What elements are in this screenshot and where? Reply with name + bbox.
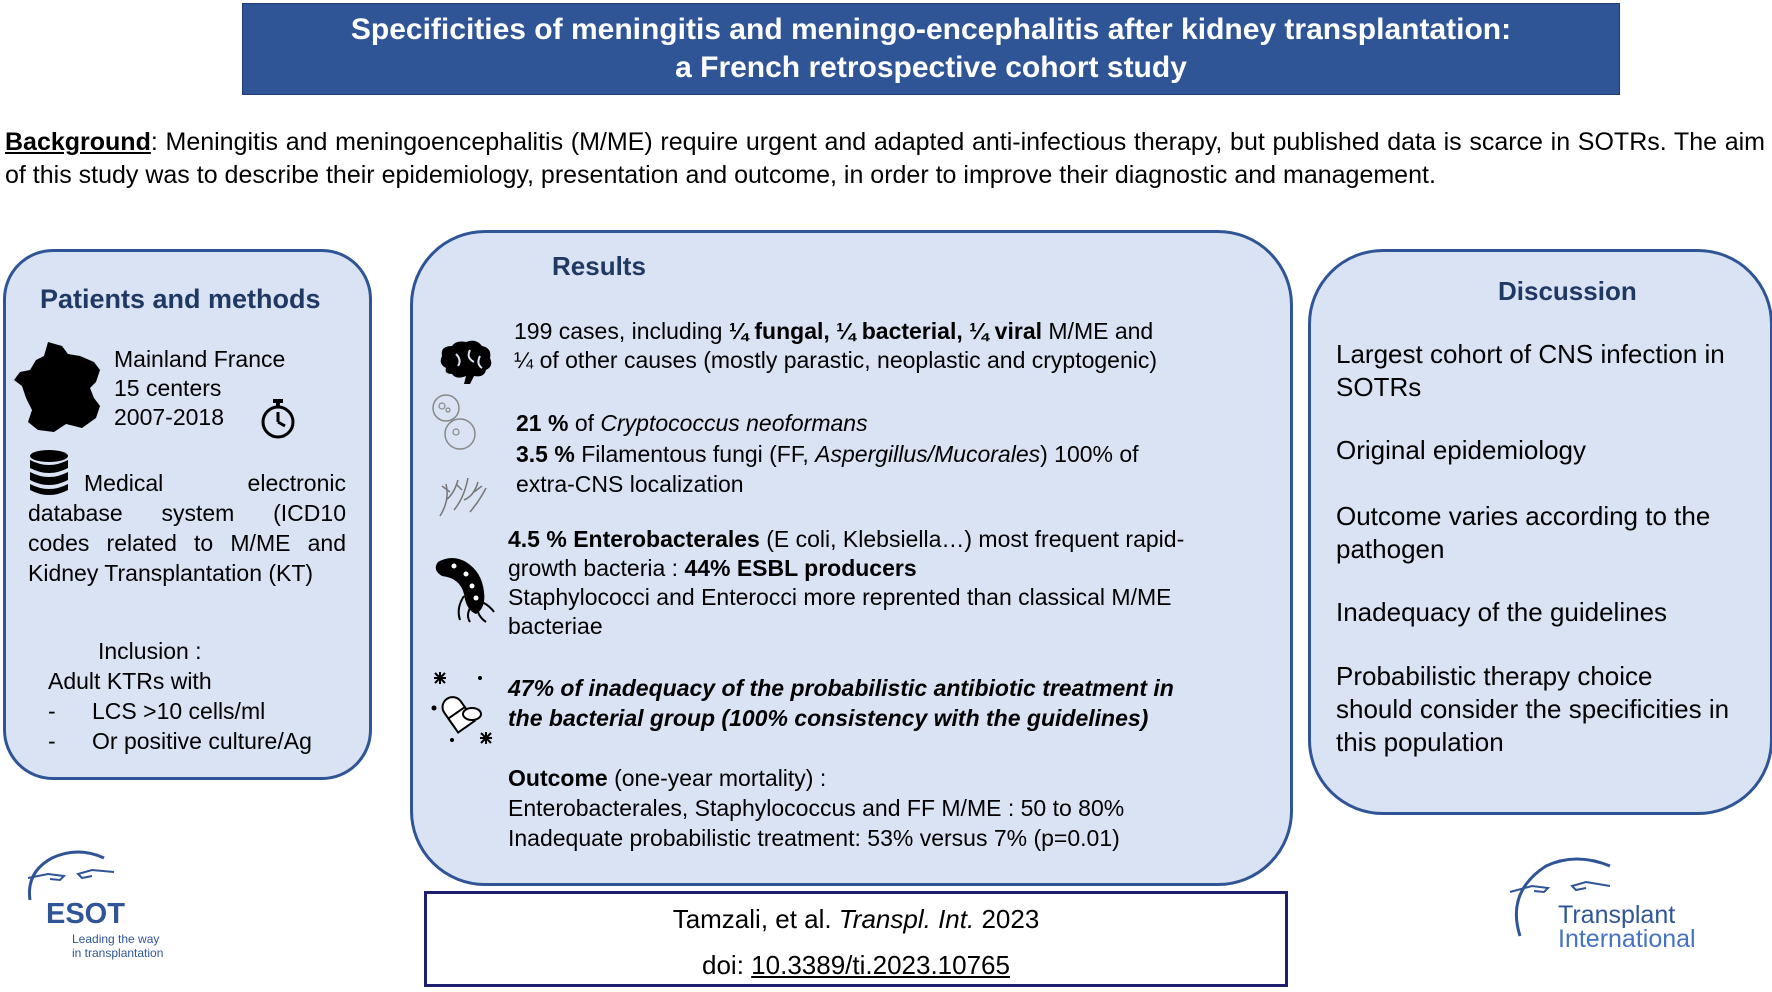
brain-icon — [436, 338, 494, 388]
pm-criterion-1: LCS >10 cells/ml — [92, 698, 266, 724]
doi-link[interactable]: 10.3389/ti.2023.10765 — [751, 950, 1010, 980]
pm-database: Medical electronic database system (ICD10 codes related to M/ME and Kidney Transplantation (KT) — [28, 470, 346, 586]
citation-box — [424, 891, 1288, 987]
result-5-outcome: Outcome (one-year mortality) : — [508, 765, 827, 791]
discussion-item-1: Largest cohort of CNS infection in SOTRs — [1336, 339, 1725, 402]
discussion-title: Discussion — [1498, 276, 1637, 306]
stopwatch-icon — [258, 398, 298, 440]
result-4-line-2: the bacterial group (100% consistency with the guidelines) — [508, 705, 1149, 731]
cryptococcus-icon — [428, 392, 478, 454]
bacteria-icon — [430, 552, 496, 624]
result-5-line-1: Enterobacterales, Staphylococcus and FF M/ME : 50 to 80% — [508, 795, 1125, 821]
result-4-line-1: 47% of inadequacy of the probabilistic antibiotic treatment in — [508, 675, 1174, 701]
background-section — [5, 126, 1765, 192]
result-2-line-3: extra-CNS localization — [516, 471, 744, 497]
discussion-item-4: Inadequacy of the guidelines — [1336, 597, 1668, 627]
background-label: Background — [5, 128, 151, 156]
result-3-line-2: growth bacteria : 44% ESBL producers — [508, 555, 917, 581]
esot-tagline-1: Leading the way — [72, 932, 160, 946]
pills-icon — [428, 670, 496, 746]
filamentous-fungi-icon — [434, 470, 492, 520]
ti-logo-line-2: International — [1558, 925, 1696, 953]
pm-inclusion-intro: Adult KTRs with — [48, 668, 212, 694]
pm-inclusion-label: Inclusion : — [98, 638, 202, 664]
doi-line: doi: 10.3389/ti.2023.10765 — [702, 950, 1010, 980]
title-line-2: a French retrospective cohort study — [675, 51, 1187, 84]
discussion-item-2: Original epidemiology — [1336, 435, 1587, 465]
ti-logo-line-1: Transplant — [1558, 901, 1676, 929]
result-2-line-1: 21 % of Cryptococcus neoformans — [516, 410, 868, 436]
pm-location: Mainland France — [114, 346, 286, 372]
page-title — [242, 3, 1620, 95]
results-title: Results — [552, 251, 646, 281]
citation-line: Tamzali, et al. Transpl. Int. 2023 — [672, 904, 1040, 934]
result-5-line-2: Inadequate probabilistic treatment: 53% versus 7% (p=0.01) — [508, 825, 1120, 851]
pm-period: 2007-2018 — [114, 404, 224, 430]
result-2-line-2: 3.5 % Filamentous fungi (FF, Aspergillus/Mucorales) 100% of — [516, 441, 1139, 467]
esot-logo-name: ESOT — [46, 898, 125, 930]
patients-methods-title: Patients and methods — [40, 284, 321, 314]
result-1-line-1: 199 cases, including ¼ fungal, ¼ bacterial, ¼ viral M/ME and — [514, 318, 1154, 344]
result-1-line-2: ¼ of other causes (mostly parastic, neoplastic and cryptogenic) — [514, 347, 1158, 373]
pm-criterion-2: Or positive culture/Ag — [92, 728, 312, 754]
background-text: : Meningitis and meningoencephalitis (M/ME) require urgent and adapted anti-infectious therapy, but published data is scarce in SOTRs. The aim of this study was to describe their epidemiology, presentation and outcome, in order to improve their diagnostic and management. — [5, 128, 1765, 189]
pm-bullet-2: - — [48, 728, 56, 754]
france-map-icon — [10, 340, 105, 440]
pm-bullet-1: - — [48, 698, 56, 724]
pm-centers: 15 centers — [114, 375, 222, 401]
esot-tagline-2: in transplantation — [72, 946, 164, 960]
title-line-1: Specificities of meningitis and meningo-encephalitis after kidney transplantation: — [350, 13, 1512, 46]
discussion-item-3: Outcome varies according to the pathogen — [1336, 501, 1711, 564]
result-3-line-3: Staphylococci and Enterocci more reprented than classical M/ME — [508, 584, 1172, 610]
result-3-line-1: 4.5 % Enterobacterales (E coli, Klebsiella…) most frequent rapid- — [508, 526, 1185, 552]
result-3-line-4: bacteriae — [508, 613, 603, 639]
discussion-item-5: Probabilistic therapy choice should consider the specificities in this population — [1336, 661, 1730, 757]
